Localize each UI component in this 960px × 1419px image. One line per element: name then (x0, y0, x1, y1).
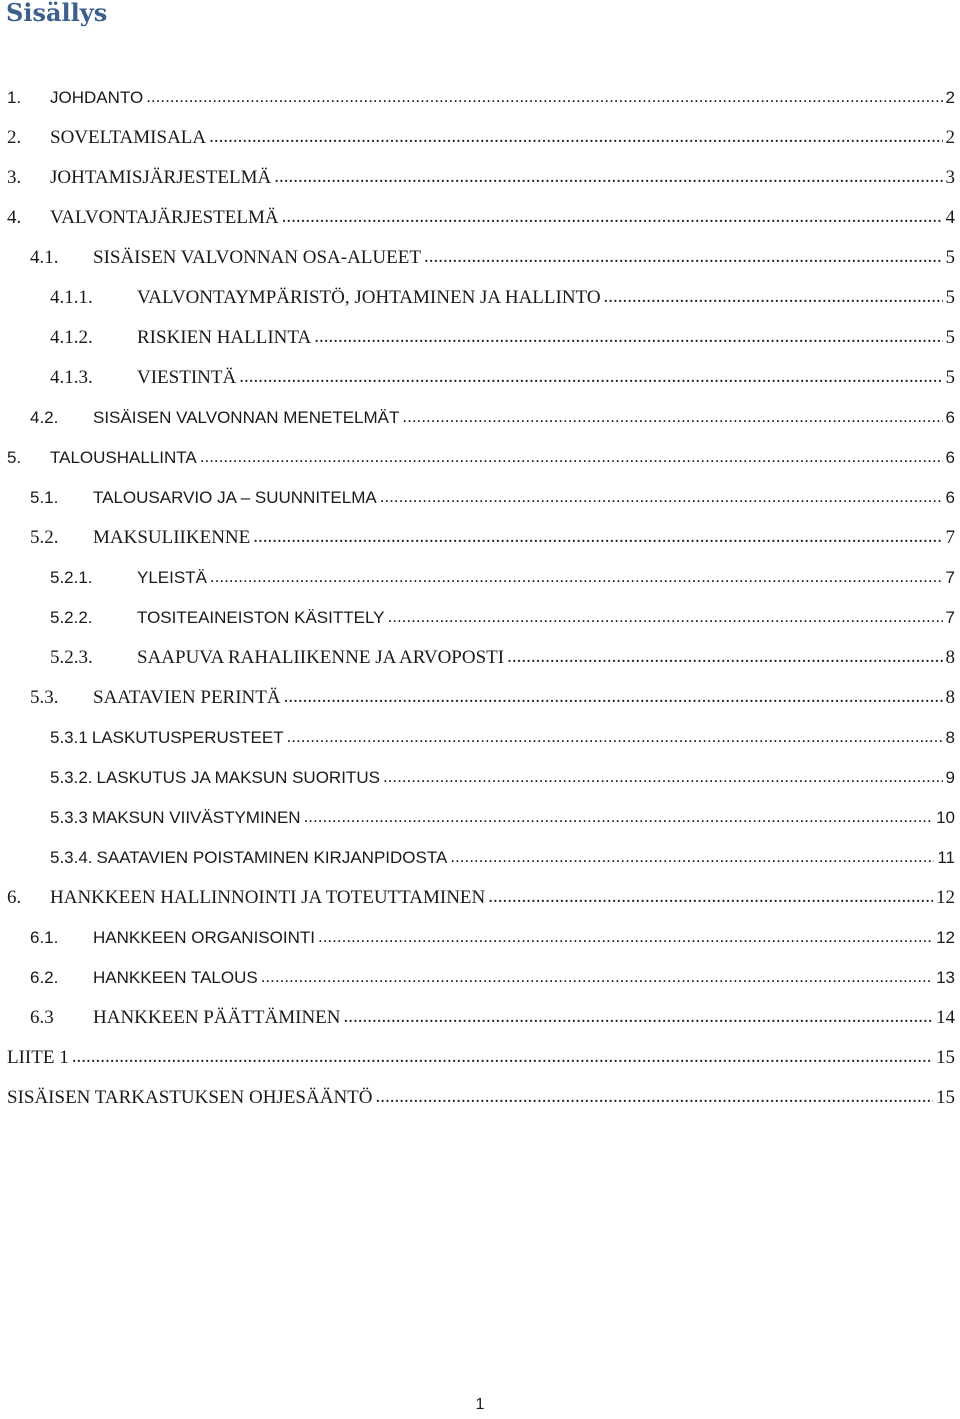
dot-leader (253, 525, 942, 549)
dot-leader (209, 125, 942, 149)
dot-leader (344, 1005, 933, 1029)
dot-leader (318, 925, 933, 949)
toc-entry-page: 10 (936, 808, 955, 827)
toc-entry-title: TOSITEAINEISTON KÄSITTELY (137, 608, 385, 627)
toc-entry-page: 15 (936, 1047, 955, 1068)
toc-entry-number: 5.2.2. (50, 608, 93, 627)
toc-entry-title: YLEISTÄ (137, 568, 207, 587)
toc-entry-title: RISKIEN HALLINTA (137, 327, 312, 348)
toc-entry-title: JOHTAMISJÄRJESTELMÄ (50, 167, 272, 188)
toc-entry-title: SISÄISEN VALVONNAN MENETELMÄT (93, 408, 400, 427)
dot-leader (287, 725, 943, 749)
toc-entry-page: 2 (945, 88, 955, 107)
toc-entry-page: 14 (936, 1007, 955, 1028)
toc-entry[interactable] (0, 366, 960, 390)
toc-entry-title: HANKKEEN HALLINNOINTI JA TOTEUTTAMINEN (50, 887, 486, 908)
dot-leader (304, 805, 934, 829)
toc-entry-page: 6 (945, 448, 955, 467)
toc-entry-page: 4 (945, 207, 955, 228)
toc-entry-number: 4.1.2. (50, 327, 93, 348)
toc-entry-page: 5 (945, 247, 955, 268)
toc-entry-page: 11 (937, 848, 955, 867)
toc-entry-page: 7 (945, 608, 955, 627)
toc-entry-page: 7 (945, 527, 955, 548)
toc-entry-page: 12 (936, 887, 955, 908)
dot-leader (72, 1045, 933, 1069)
toc-entry[interactable] (0, 646, 960, 670)
toc-entry-number: 5.2.1. (50, 568, 93, 587)
page-title: Sisällys (6, 0, 108, 27)
toc-entry-title: MAKSUN VIIVÄSTYMINEN (91, 808, 301, 827)
toc-entry-page: 2 (945, 127, 955, 148)
page-number: 1 (475, 1396, 485, 1413)
dot-leader (376, 1085, 934, 1109)
toc-entry-number: 5.1. (30, 488, 59, 507)
toc-entry-title: HANKKEEN TALOUS (93, 968, 258, 987)
toc-entry-page: 9 (945, 768, 955, 787)
toc-entry-title: SOVELTAMISALA (50, 127, 207, 148)
toc-entry-number: 4.1.3. (50, 367, 93, 388)
toc-entry[interactable] (0, 1046, 960, 1070)
toc-entry-number: 5.3. (30, 687, 59, 708)
toc-entry-page: 3 (945, 167, 955, 188)
dot-leader (146, 85, 942, 109)
toc-entry-number: 1. (7, 88, 22, 107)
dot-leader (380, 485, 943, 509)
toc-entry-title: LIITE 1 (7, 1047, 69, 1068)
toc-entry[interactable] (0, 606, 960, 630)
toc-entry-title: TALOUSHALLINTA (50, 448, 197, 467)
toc-entry-number: 4.1.1. (50, 287, 93, 308)
toc-entry-number: 5.2. (30, 527, 59, 548)
toc-entry[interactable] (0, 806, 960, 830)
toc-entry-title: HANKKEEN ORGANISOINTI (93, 928, 315, 947)
toc-entry-title: SAAPUVA RAHALIIKENNE JA ARVOPOSTI (137, 647, 505, 668)
dot-leader (274, 165, 942, 189)
toc-entry-number: 3. (7, 167, 22, 188)
dot-leader (450, 845, 934, 869)
dot-leader (507, 645, 942, 669)
toc-entry-title: SISÄISEN TARKASTUKSEN OHJESÄÄNTÖ (7, 1087, 373, 1108)
dot-leader (314, 325, 942, 349)
toc-entry-title: SISÄISEN VALVONNAN OSA-ALUEET (93, 247, 421, 268)
toc-entry-number: 4.2. (30, 408, 59, 427)
dot-leader (383, 765, 943, 789)
toc-entry-number: 5.3.2. (50, 768, 93, 787)
toc-entry[interactable] (0, 566, 960, 590)
toc-entry[interactable] (0, 886, 960, 910)
toc-entry-title: VIESTINTÄ (137, 367, 237, 388)
toc-entry-number: 6.2. (30, 968, 59, 987)
toc-entry-title: HANKKEEN PÄÄTTÄMINEN (93, 1007, 341, 1028)
toc-entry-number: 5.3.3 (50, 808, 88, 827)
toc-entry[interactable] (0, 1086, 960, 1110)
toc-entry[interactable] (0, 526, 960, 550)
toc-entry-page: 7 (945, 568, 955, 587)
toc-entry-number: 5.2.3. (50, 647, 93, 668)
toc-entry-page: 5 (945, 287, 955, 308)
toc-entry-title: LASKUTUS JA MAKSUN SUORITUS (96, 768, 380, 787)
dot-leader (261, 965, 933, 989)
dot-leader (424, 245, 943, 269)
dot-leader (210, 565, 943, 589)
toc-entry-title: VALVONTAYMPÄRISTÖ, JOHTAMINEN JA HALLINTO (137, 287, 601, 308)
dot-leader (200, 445, 943, 469)
toc-entry-title: MAKSULIIKENNE (93, 527, 251, 548)
dot-leader (284, 685, 943, 709)
dot-leader (239, 365, 942, 389)
toc-entry-title: VALVONTAJÄRJESTELMÄ (50, 207, 279, 228)
toc-entry-page: 12 (936, 928, 955, 947)
toc-entry[interactable] (0, 326, 960, 350)
toc-entry[interactable] (0, 726, 960, 750)
toc-entry[interactable] (0, 686, 960, 710)
toc-entry[interactable] (0, 846, 960, 870)
toc-entry[interactable] (0, 166, 960, 190)
toc-entry-page: 5 (945, 367, 955, 388)
toc-entry[interactable] (0, 286, 960, 310)
toc-entry-title: LASKUTUSPERUSTEET (91, 728, 284, 747)
toc-entry-title: JOHDANTO (50, 88, 144, 107)
toc-entry-number: 5.3.4. (50, 848, 93, 867)
dot-leader (282, 205, 943, 229)
toc-entry-number: 6. (7, 887, 22, 908)
toc-entry[interactable] (0, 926, 960, 950)
toc-entry-page: 8 (945, 687, 955, 708)
toc-entry-title: SAATAVIEN PERINTÄ (93, 687, 281, 708)
toc-entry[interactable] (0, 126, 960, 150)
toc-entry[interactable] (0, 446, 960, 470)
toc-entry-page: 6 (945, 488, 955, 507)
toc-entry-number: 4.1. (30, 247, 59, 268)
toc-entry[interactable] (0, 766, 960, 790)
toc-entry-title: TALOUSARVIO JA – SUUNNITELMA (93, 488, 377, 507)
toc-entry-number: 6.1. (30, 928, 59, 947)
toc-entry-number: 5.3.1 (50, 728, 88, 747)
toc-entry[interactable] (0, 966, 960, 990)
toc-entry-number: 2. (7, 127, 22, 148)
toc-entry[interactable] (0, 246, 960, 270)
toc-entry-page: 6 (945, 408, 955, 427)
toc-entry-number: 6.3 (30, 1007, 54, 1028)
toc-entry[interactable] (0, 406, 960, 430)
dot-leader (402, 405, 942, 429)
dot-leader (604, 285, 943, 309)
toc-entry-page: 15 (936, 1087, 955, 1108)
toc-entry-title: SAATAVIEN POISTAMINEN KIRJANPIDOSTA (96, 848, 448, 867)
dot-leader (488, 885, 933, 909)
toc-entry[interactable] (0, 486, 960, 510)
toc-entry-page: 8 (945, 647, 955, 668)
dot-leader (388, 605, 943, 629)
toc-entry-number: 5. (7, 448, 22, 467)
toc-entry-page: 5 (945, 327, 955, 348)
toc-entry-number: 4. (7, 207, 22, 228)
toc-entry[interactable] (0, 206, 960, 230)
toc-entry-page: 13 (936, 968, 955, 987)
toc-entry-page: 8 (945, 728, 955, 747)
toc-entry[interactable] (0, 86, 960, 110)
toc-entry[interactable] (0, 1006, 960, 1030)
